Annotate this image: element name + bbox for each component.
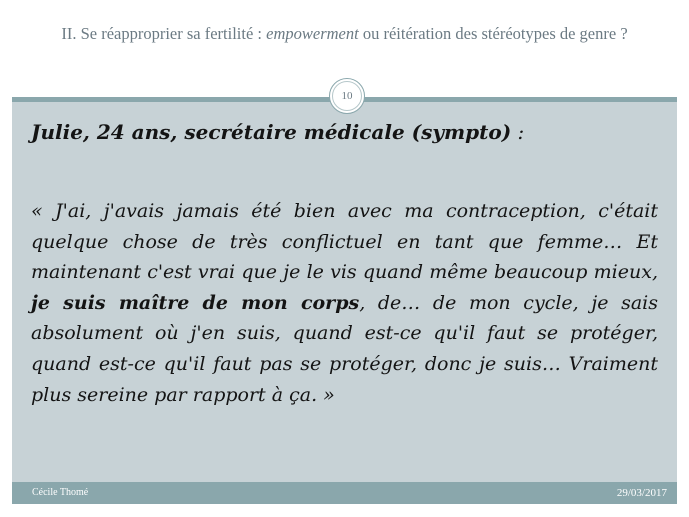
interview-quote — [31, 196, 658, 410]
title-text-part2: ou réitération des stéréotypes de genre ? — [358, 24, 628, 43]
quote-heading — [31, 120, 524, 144]
slide-number-badge — [329, 78, 365, 114]
footer-bar — [12, 482, 677, 504]
quote-emphasis: je suis maître de mon corps — [31, 291, 360, 314]
footer-date: 29/03/2017 — [616, 487, 667, 499]
heading-text: Julie, 24 ans, secrétaire médicale (sympto) — [31, 120, 512, 144]
quote-text-part1: « J'ai, j'avais jamais été bien avec ma contraception, c'était quelque chose de très conflictuel en tant que femme… Et maintenant c'est vrai que je le vis quand même beaucoup mieux, — [31, 200, 658, 284]
title-text-part1: II. Se réapproprier sa fertilité : — [61, 24, 267, 43]
slide-number: 10 — [332, 81, 362, 111]
title-emphasis: empowerment — [266, 24, 359, 43]
footer-author: Cécile Thomé — [32, 487, 89, 498]
heading-colon: : — [511, 120, 525, 144]
slide-title — [20, 22, 669, 45]
quote-text-part2: , de… de mon cycle, je sais absolument où j'en suis, quand est-ce qu'il faut se protéger, quand est-ce qu'il faut pas se protéger, donc je suis… Vraiment plus sereine par rapport à ça. » — [31, 291, 659, 406]
